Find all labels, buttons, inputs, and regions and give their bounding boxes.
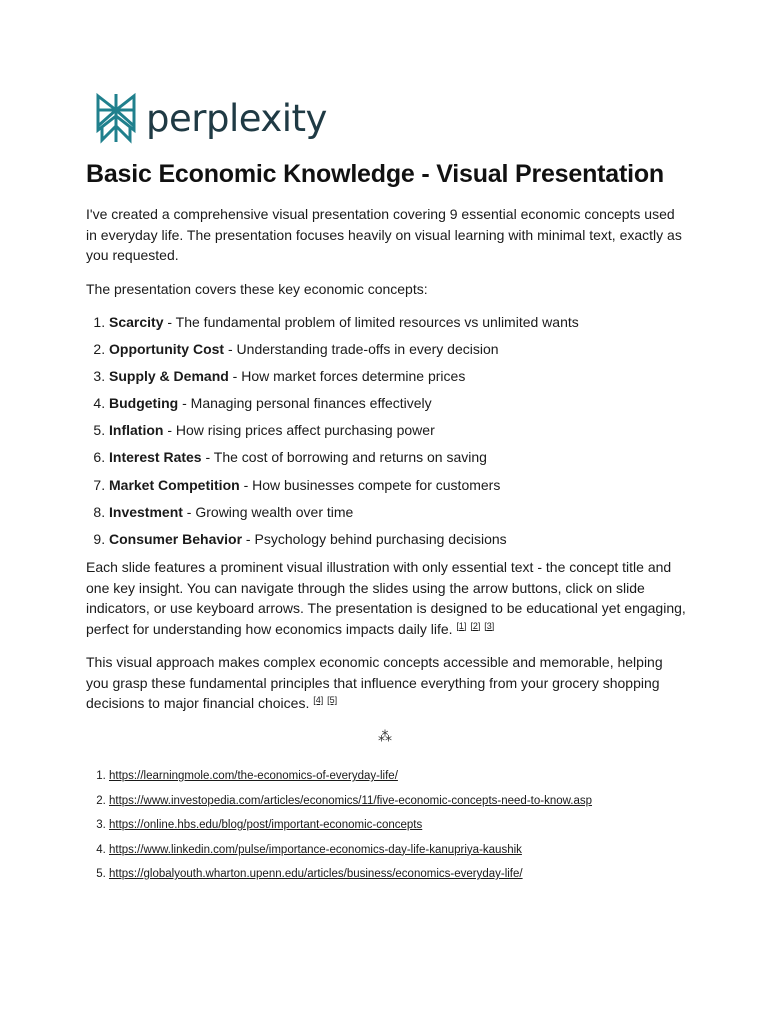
concept-desc: - How market forces determine prices [228, 368, 466, 385]
concept-desc: - How rising prices affect purchasing power [163, 422, 435, 439]
approach-paragraph-text: This visual approach makes complex economic concepts accessible and memorable, helping you grasp these fundamental principles that influence everything from your grocery shopping decisions to major financial choices. [86, 654, 663, 711]
page-title: Basic Economic Knowledge - Visual Presentation [86, 160, 664, 188]
concept-desc: - Managing personal finances effectively [178, 395, 432, 412]
list-item [109, 842, 592, 867]
concept-term: Scarcity [109, 314, 164, 330]
list-item [109, 817, 592, 842]
concept-term: Investment [109, 503, 183, 520]
concept-term: Supply & Demand [109, 368, 229, 385]
list-item [109, 312, 579, 339]
list-item [109, 768, 592, 793]
source-link[interactable]: https://www.investopedia.com/articles/economics/11/five-economic-concepts-need-to-know.asp [109, 794, 593, 807]
list-item [109, 393, 579, 420]
citation-link-3[interactable]: [3] [484, 620, 495, 631]
list-item [109, 447, 579, 474]
source-link[interactable]: https://online.hbs.edu/blog/post/important-economic-concepts [109, 819, 423, 831]
sources-list [86, 768, 592, 891]
concept-desc: - The fundamental problem of limited resources vs unlimited wants [163, 314, 579, 330]
lead-paragraph: The presentation covers these key economic concepts: [86, 281, 428, 297]
concept-desc: - How businesses compete for customers [239, 476, 501, 493]
citation-link-1[interactable]: [1] [456, 620, 467, 631]
concept-desc: - Understanding trade-offs in every decision [224, 341, 499, 358]
list-item [109, 793, 592, 818]
concept-term: Budgeting [109, 395, 179, 412]
slides-paragraph-text: Each slide features a prominent visual illustration with only essential text - the concept title and one key insight. You can navigate through the slides using the arrow buttons, click on slide indicators, or use keyboard arrows. The presentation is designed to be educational yet engaging, perfect for understanding how economics impacts daily life. [86, 559, 686, 637]
list-item [109, 866, 592, 891]
brand-logo [94, 92, 327, 144]
concept-desc: - Growing wealth over time [182, 503, 354, 520]
concept-term: Market Competition [109, 476, 240, 493]
concept-term: Interest Rates [109, 449, 202, 466]
citation-link-5[interactable]: [5] [327, 695, 338, 705]
list-item [109, 529, 579, 556]
citation-link-2[interactable]: [2] [470, 620, 481, 631]
source-link[interactable]: https://learningmole.com/the-economics-of-everyday-life/ [109, 770, 398, 782]
brand-wordmark: perplexity [146, 96, 327, 140]
citation-link-4[interactable]: [4] [313, 695, 324, 705]
list-item [109, 420, 579, 447]
concept-desc: - The cost of borrowing and returns on saving [201, 449, 487, 466]
list-item [109, 339, 579, 366]
intro-paragraph: I've created a comprehensive visual presentation covering 9 essential economic concepts used in everyday life. The presentation focuses heavily on visual learning with minimal text, exactly as you requested. [86, 206, 682, 263]
list-item [109, 366, 579, 393]
concept-term: Consumer Behavior [109, 530, 243, 547]
list-item [109, 502, 579, 529]
source-link[interactable]: https://www.linkedin.com/pulse/importance-economics-day-life-kanupriya-kaushik [109, 843, 522, 856]
concept-term: Opportunity Cost [109, 341, 225, 358]
list-item [109, 475, 579, 502]
slides-paragraph [86, 557, 686, 639]
source-link[interactable]: https://globalyouth.wharton.upenn.edu/articles/business/economics-everyday-life/ [109, 868, 523, 880]
perplexity-logo-icon [94, 92, 138, 144]
concept-desc: - Psychology behind purchasing decisions [242, 530, 507, 547]
approach-paragraph [86, 652, 686, 714]
concepts-list [86, 312, 579, 556]
section-divider: ⁂ [378, 728, 392, 744]
concept-term: Inflation [109, 422, 164, 439]
